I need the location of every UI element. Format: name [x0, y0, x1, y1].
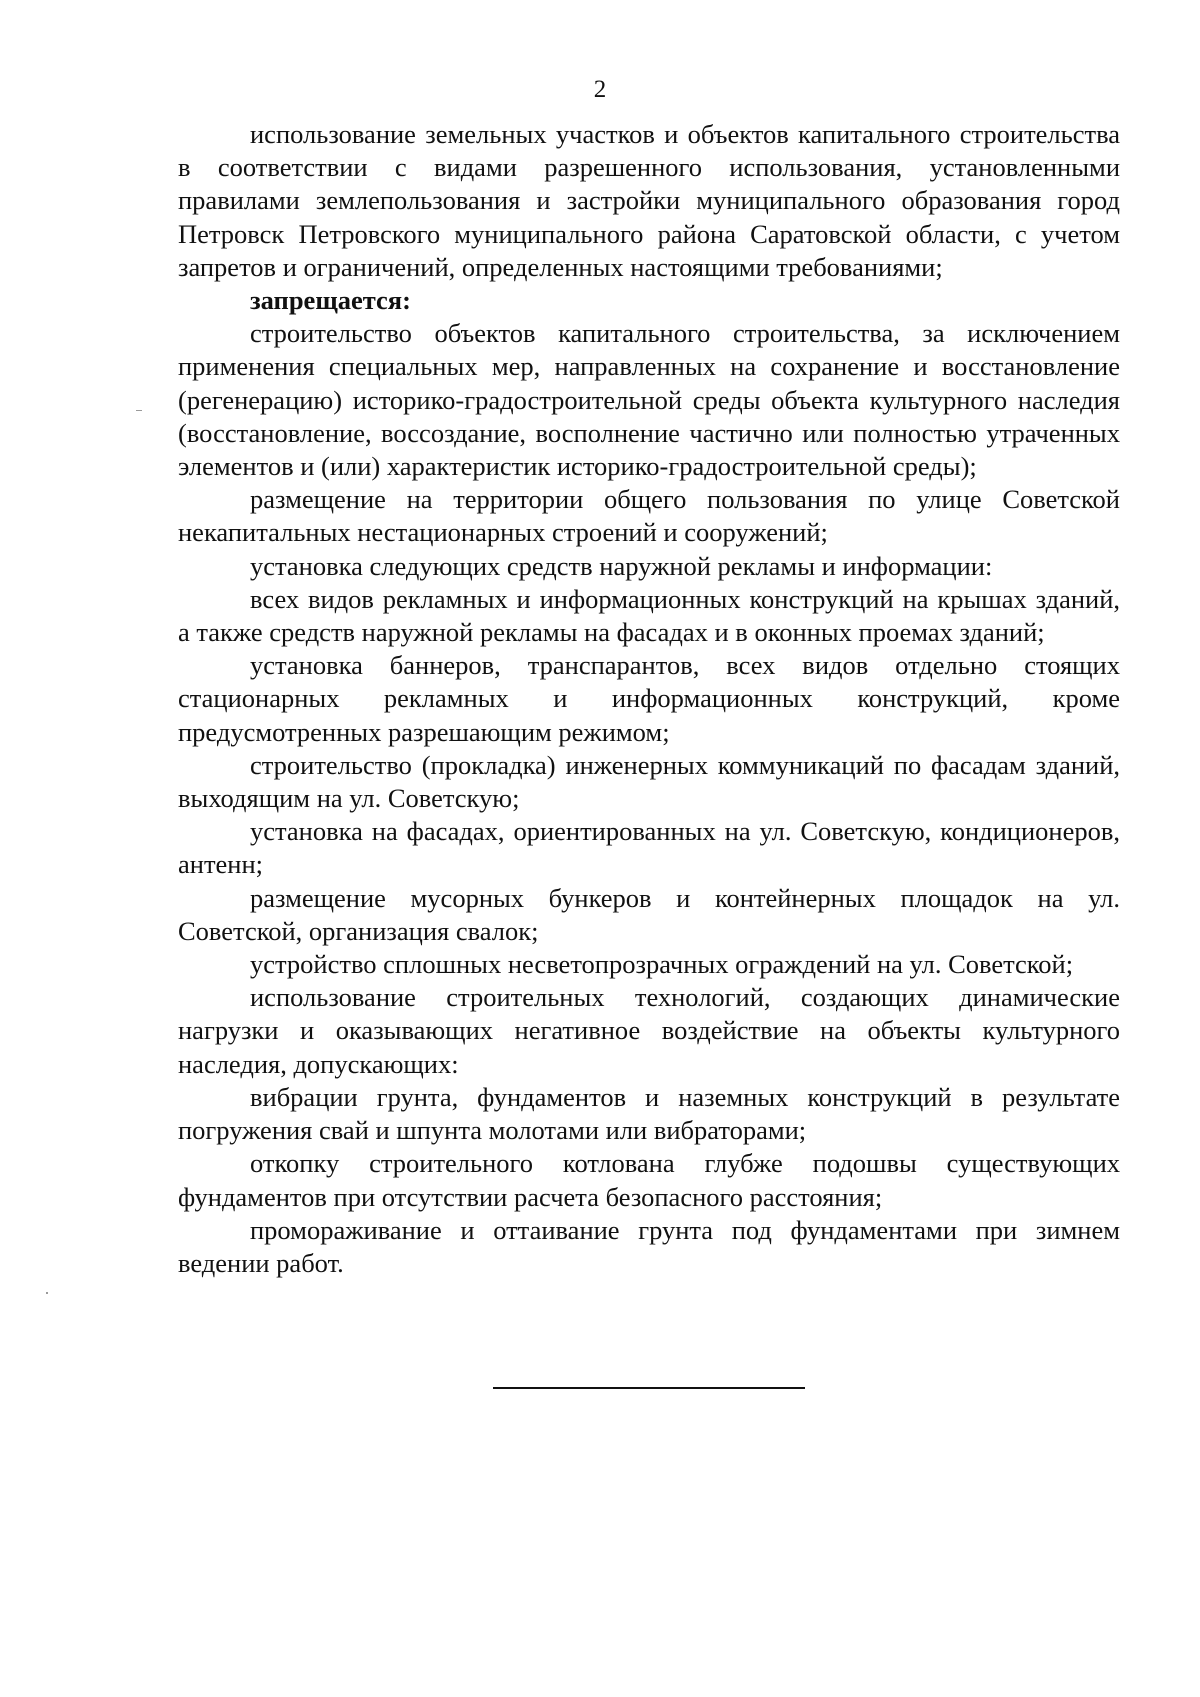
paragraph: установка баннеров, транспарантов, всех видов отдельно стоящих стационарных рекламных и информационных конструкций, кроме предусмотренных разрешающим режимом; — [178, 650, 1120, 747]
end-of-text-rule — [493, 1387, 805, 1389]
paragraph: вибрации грунта, фундаментов и наземных конструкций в результате погружения свай и шпунта молотами или вибраторами; — [178, 1081, 1120, 1146]
scan-speck — [46, 1292, 48, 1294]
paragraph: откопку строительного котлована глубже подошвы существующих фундаментов при отсутствии расчета безопасного расстояния; — [178, 1148, 1120, 1212]
document-body — [178, 118, 1120, 1280]
paragraph: строительство объектов капитального строительства, за исключением применения специальных мер, направленных на сохранение и восстановление (регенерацию) историко-градостроительной среды объекта культурного наследия (восстановление, воссоздание, восполнение частично или полностью утраченных элементов и (или) характеристик историко-градостроительной среды); — [178, 318, 1120, 482]
section-heading-prohibited: запрещается: — [250, 285, 411, 316]
paragraph: использование строительных технологий, создающих динамические нагрузки и оказывающих негативное воздействие на объекты культурного наследия, допускающих: — [178, 982, 1120, 1079]
paragraph: всех видов рекламных и информационных конструкций на крышах зданий, а также средств наружной рекламы на фасадах и в оконных проемах зданий; — [178, 583, 1120, 648]
paragraph: установка на фасадах, ориентированных на ул. Советскую, кондиционеров, антенн; — [178, 816, 1120, 880]
paragraph: строительство (прокладка) инженерных коммуникаций по фасадам зданий, выходящим на ул. Советскую; — [178, 749, 1120, 814]
page-number: 2 — [593, 76, 607, 103]
paragraph: размещение мусорных бункеров и контейнерных площадок на ул. Советской, организация свалок; — [178, 882, 1120, 946]
paragraph: установка следующих средств наружной рекламы и информации: — [250, 550, 993, 581]
scan-speck — [136, 410, 142, 411]
paragraph: размещение на территории общего пользования по улице Советской некапитальных нестационарных строений и сооружений; — [178, 484, 1120, 548]
paragraph: промораживание и оттаивание грунта под фундаментами при зимнем ведении работ. — [178, 1214, 1120, 1278]
paragraph: использование земельных участков и объектов капитального строительства в соответствии с видами разрешенного использования, установленными правилами землепользования и застройки муниципального образования город Петровск Петровского муниципального района Саратовской области, с учетом запретов и ограничений, определенных настоящими требованиями; — [178, 119, 1120, 282]
paragraph: устройство сплошных несветопрозрачных ограждений на ул. Советской; — [250, 949, 1074, 980]
